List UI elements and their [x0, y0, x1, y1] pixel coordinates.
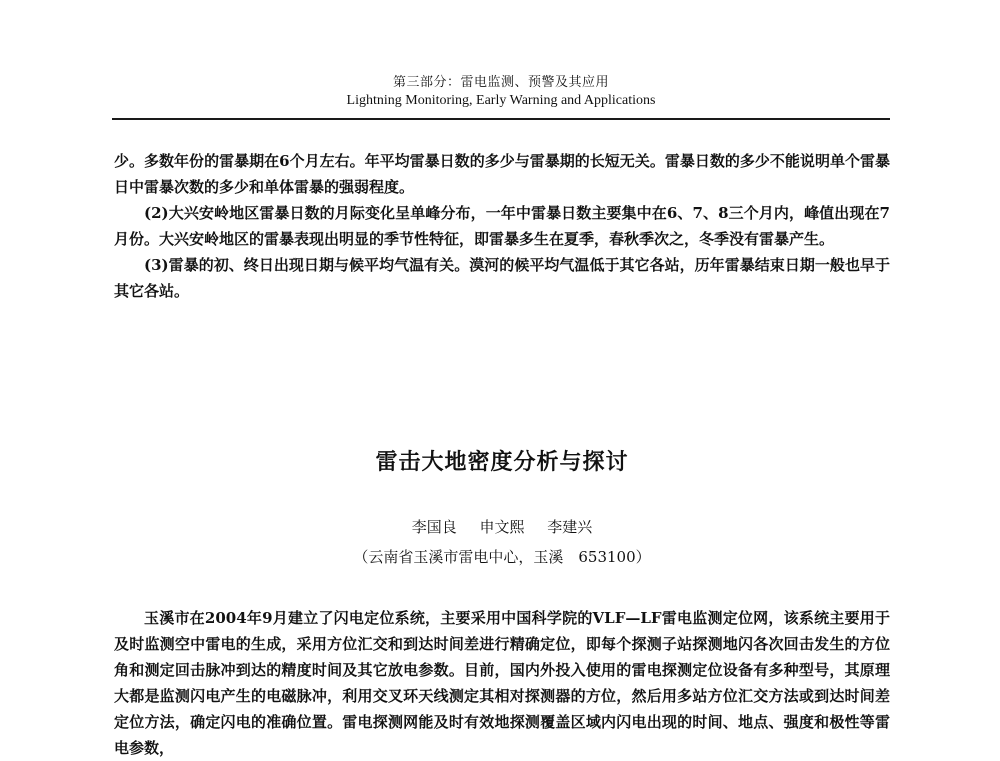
continued-section — [114, 148, 890, 304]
paragraph-continued: 少。多数年份的雷暴期在6个月左右。年平均雷暴日数的多少与雷暴期的长短无关。雷暴日数的多少不能说明单个雷暴日中雷暴次数的多少和单体雷暴的强弱程度。 — [114, 152, 890, 196]
article-title: 雷击大地密度分析与探讨 — [375, 450, 629, 475]
running-header — [112, 74, 890, 110]
article-intro-paragraph: 玉溪市在2004年9月建立了闪电定位系统，主要采用中国科学院的VLF—LF雷电监测定位网，该系统主要用于及时监测空中雷电的生成，采用方位汇交和到达时间差进行精确定位，即每个探测子站探测地闪各次回击发生的方位角和测定回击脉冲到达的精度时间及其它放电参数。目前，国内外投入使用的雷电探测定位设备有多种型号，其原理大都是监测闪电产生的电磁脉冲，利用交叉环天线测定其相对探测器的方位，然后用多站方位汇交方法或到达时间差定位方法，确定闪电的准确位置。雷电探测网能及时有效地探测覆盖区域内闪电出现的时间、地点、强度和极性等雷电参数， — [114, 609, 890, 757]
running-header-english: Lightning Monitoring, Early Warning and Applications — [346, 93, 656, 108]
paragraph-point-2: (2)大兴安岭地区雷暴日数的月际变化呈单峰分布，一年中雷暴日数主要集中在6、7、8三个月内，峰值出现在7月份。大兴安岭地区的雷暴表现出明显的季节性特征，即雷暴多生在夏季，春秋季次之，冬季没有雷暴产生。 — [114, 204, 890, 248]
paragraph-point-3: (3)雷暴的初、终日出现日期与候平均气温有关。漠河的候平均气温低于其它各站，历年雷暴结束日期一般也早于其它各站。 — [114, 256, 890, 300]
header-divider — [112, 118, 890, 120]
article-body — [114, 605, 890, 761]
author-name: 李建兴 — [547, 518, 593, 536]
author-list — [114, 516, 890, 538]
author-name: 李国良 — [411, 518, 457, 536]
author-name: 申文熙 — [479, 518, 525, 536]
author-affiliation: （云南省玉溪市雷电中心，玉溪 653100） — [353, 548, 651, 566]
running-header-chinese: 第三部分：雷电监测、预警及其应用 — [392, 75, 609, 90]
